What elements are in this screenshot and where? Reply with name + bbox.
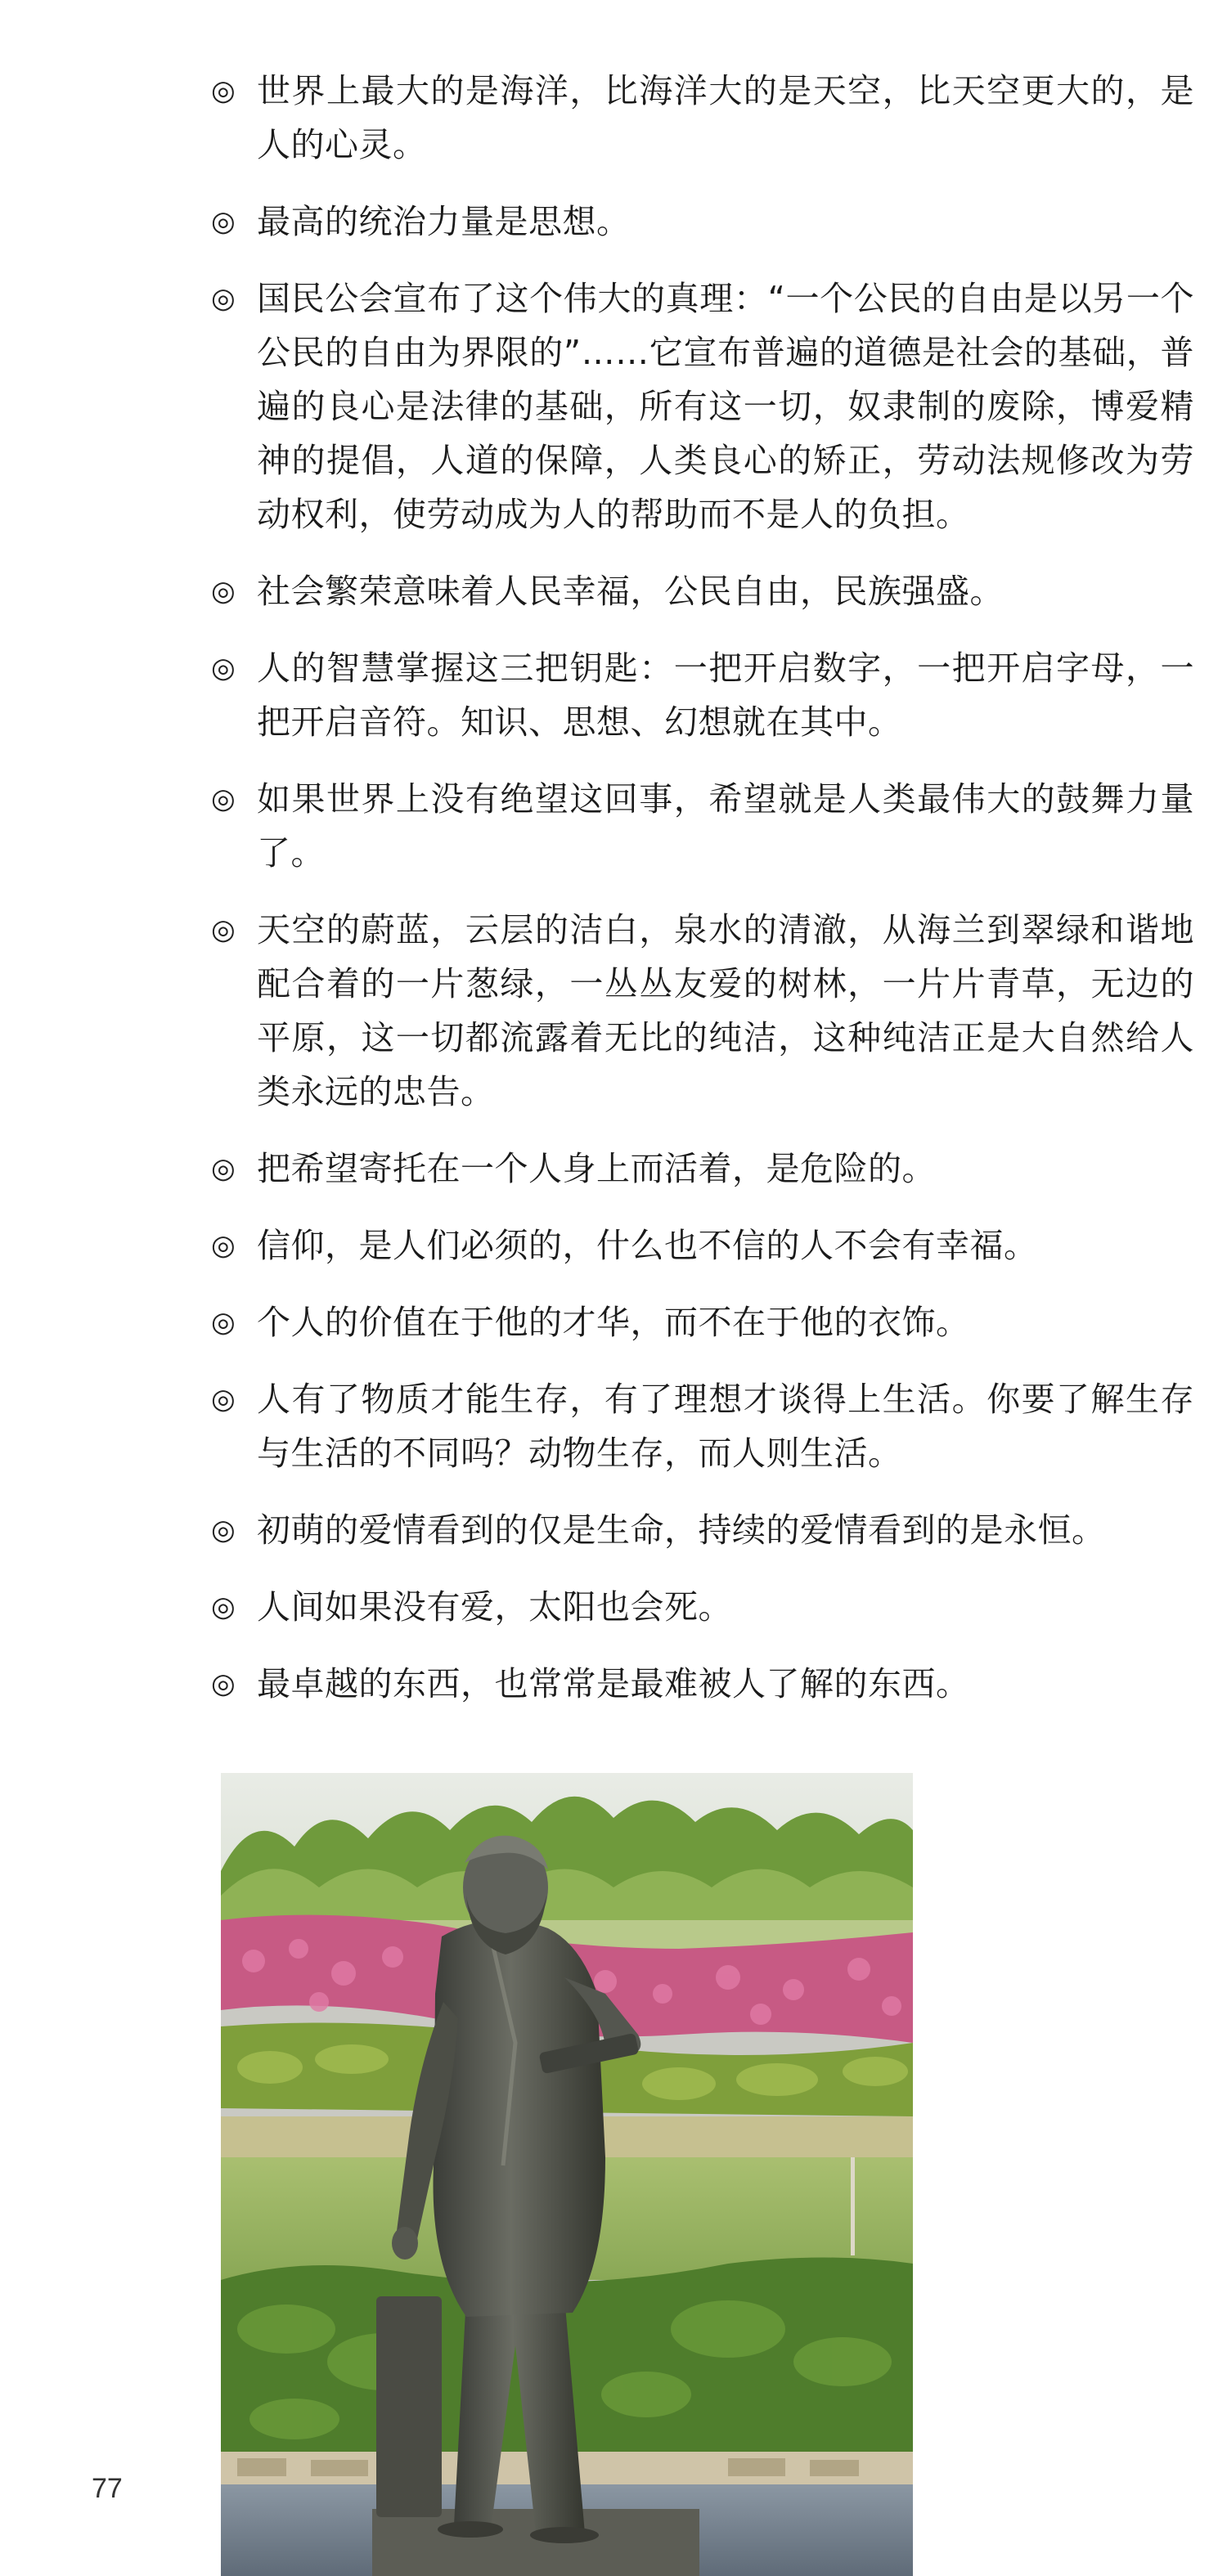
bullet-icon: ◎ bbox=[211, 205, 236, 238]
bullet-icon: ◎ bbox=[211, 1514, 236, 1546]
quote-text: 最高的统治力量是思想。 bbox=[257, 202, 631, 241]
bullet-icon: ◎ bbox=[211, 1591, 236, 1623]
quote-text: 社会繁荣意味着人民幸福，公民自由，民族强盛。 bbox=[257, 572, 1004, 611]
quote-text: 最卓越的东西，也常常是最难被人了解的东西。 bbox=[257, 1664, 970, 1703]
bullet-icon: ◎ bbox=[211, 652, 236, 684]
quote-item bbox=[211, 1142, 1194, 1196]
bullet-icon: ◎ bbox=[211, 1383, 236, 1416]
quote-text: 把希望寄托在一个人身上而活着，是危险的。 bbox=[257, 1149, 936, 1188]
quote-text: 人的智慧掌握这三把钥匙：一把开启数字，一把开启字母，一把开启音符。知识、思想、幻想就在其中。 bbox=[257, 648, 1194, 742]
quote-item bbox=[211, 564, 1194, 618]
statue-photo bbox=[221, 1773, 913, 2576]
quote-text: 初萌的爱情看到的仅是生命，持续的爱情看到的是永恒。 bbox=[257, 1510, 1106, 1550]
bullet-icon: ◎ bbox=[211, 1229, 236, 1262]
quote-text: 信仰，是人们必须的，什么也不信的人不会有幸福。 bbox=[257, 1226, 1038, 1265]
bullet-icon: ◎ bbox=[211, 74, 236, 107]
bullet-icon: ◎ bbox=[211, 1306, 236, 1339]
quote-item bbox=[211, 64, 1194, 172]
bullet-icon: ◎ bbox=[211, 1152, 236, 1185]
bullet-icon: ◎ bbox=[211, 913, 236, 946]
quote-text: 天空的蔚蓝，云层的洁白，泉水的清澈，从海兰到翠绿和谐地配合着的一片葱绿，一丛丛友爱的树林，一片片青草，无边的平原，这一切都流露着无比的纯洁，这种纯洁正是大自然给人类永远的忠告。 bbox=[257, 910, 1194, 1111]
quote-item bbox=[211, 1218, 1194, 1272]
quote-item bbox=[211, 195, 1194, 249]
quote-text: 世界上最大的是海洋，比海洋大的是天空，比天空更大的，是人的心灵。 bbox=[257, 71, 1194, 164]
statue-illustration bbox=[221, 1773, 913, 2576]
quote-item bbox=[211, 272, 1194, 541]
page-number: 77 bbox=[92, 2473, 123, 2504]
quote-text: 个人的价值在于他的才华，而不在于他的衣饰。 bbox=[257, 1303, 970, 1342]
quote-text: 如果世界上没有绝望这回事，希望就是人类最伟大的鼓舞力量了。 bbox=[257, 779, 1194, 873]
quote-item bbox=[211, 641, 1194, 749]
bullet-icon: ◎ bbox=[211, 1667, 236, 1700]
bullet-icon: ◎ bbox=[211, 783, 236, 815]
bullet-icon: ◎ bbox=[211, 282, 236, 315]
quote-item bbox=[211, 903, 1194, 1119]
quote-item bbox=[211, 1657, 1194, 1711]
quote-text: 人间如果没有爱，太阳也会死。 bbox=[257, 1587, 732, 1627]
quote-item bbox=[211, 1295, 1194, 1349]
quote-item bbox=[211, 1372, 1194, 1480]
quote-item bbox=[211, 1580, 1194, 1634]
quote-item bbox=[211, 772, 1194, 880]
quote-text: 国民公会宣布了这个伟大的真理：“一个公民的自由是以另一个公民的自由为界限的”……它宣布普遍的道德是社会的基础，普遍的良心是法律的基础，所有这一切，奴隶制的废除，博爱精神的提倡，人道的保障，人类良心的矫正，劳动法规修改为劳动权利，使劳动成为人的帮助而不是人的负担。 bbox=[257, 279, 1194, 534]
bullet-icon: ◎ bbox=[211, 575, 236, 608]
quote-list bbox=[211, 64, 1194, 1734]
quote-item bbox=[211, 1503, 1194, 1557]
quote-text: 人有了物质才能生存，有了理想才谈得上生活。你要了解生存与生活的不同吗？动物生存，而人则生活。 bbox=[257, 1380, 1194, 1473]
